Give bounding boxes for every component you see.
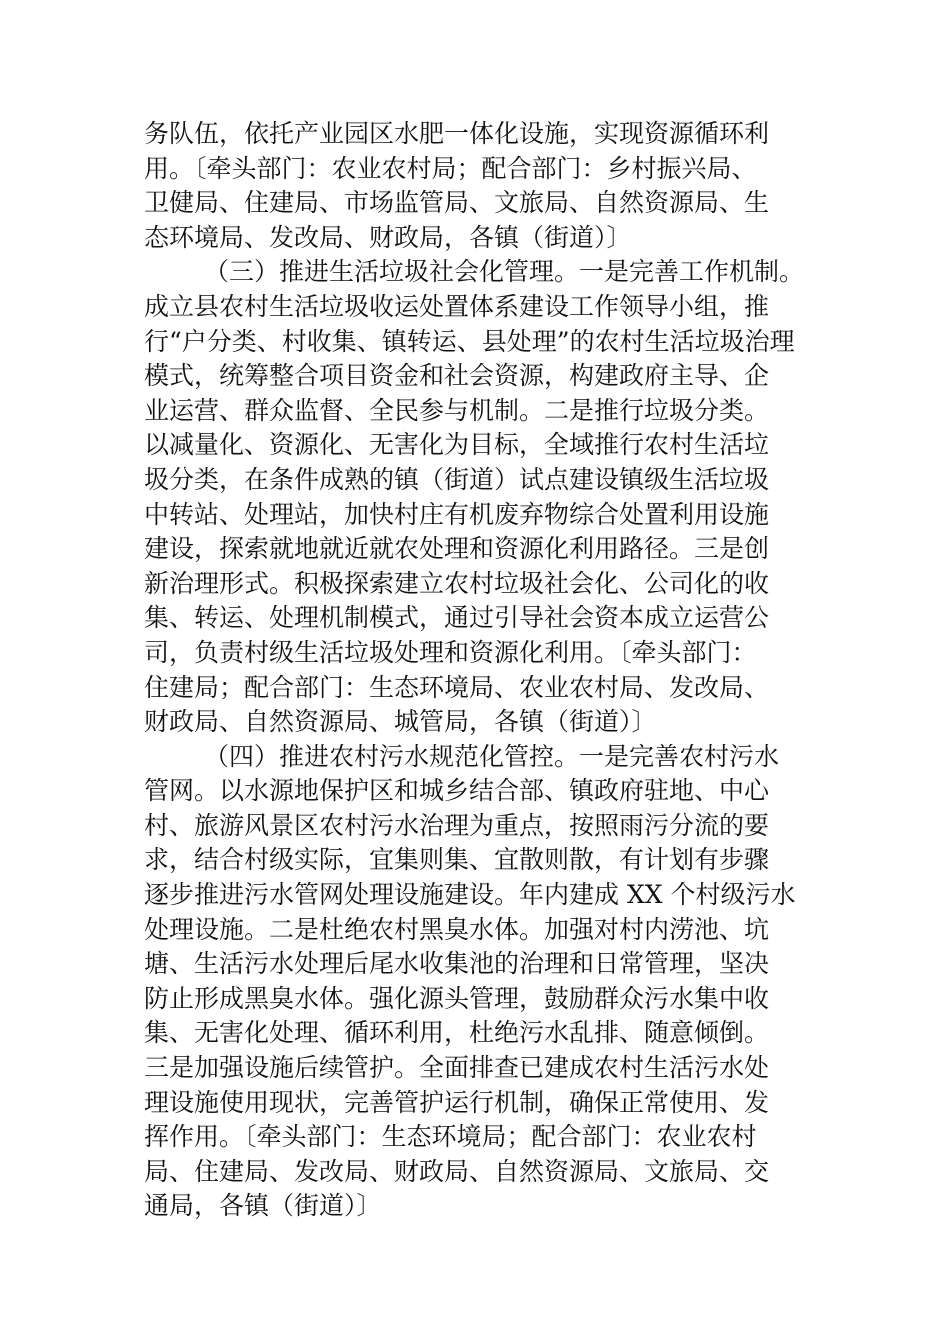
text-line: 集、无害化处理、循环利用，杜绝污水乱排、随意倾倒。 xyxy=(144,1018,770,1048)
text-line: 司，负责村级生活垃圾处理和资源化利用。〔牵头部门： xyxy=(144,637,757,667)
text-line: 通局，各镇（街道）〕 xyxy=(144,1191,382,1221)
text-line: 村、旅游风景区农村污水治理为重点，按照雨污分流的要 xyxy=(144,810,770,840)
text-line: 成立县农村生活垃圾收运处置体系建设工作领导小组，推 xyxy=(144,291,770,321)
text-line: 处理设施。二是杜绝农村黑臭水体。加强对村内涝池、坑 xyxy=(144,914,770,944)
text-line: 以减量化、资源化、无害化为目标，全域推行农村生活垃 xyxy=(144,430,770,460)
text-line: 求，结合村级实际，宜集则集、宜散则散，有计划有步骤 xyxy=(144,845,770,875)
text-line: 塘、生活污水处理后尾水收集池的治理和日常管理，坚决 xyxy=(144,949,770,979)
text-line: 逐步推进污水管网处理设施建设。年内建成 XX 个村级污水 xyxy=(144,880,796,910)
text-line: 卫健局、住建局、市场监管局、文旅局、自然资源局、生 xyxy=(144,188,770,218)
text-line: 新治理形式。积极探索建立农村垃圾社会化、公司化的收 xyxy=(144,568,770,598)
text-line: 业运营、群众监督、全民参与机制。二是推行垃圾分类。 xyxy=(144,395,770,425)
text-line: 集、转运、处理机制模式，通过引导社会资本成立运营公 xyxy=(144,603,770,633)
section-heading-line: （三）推进生活垃圾社会化管理。一是完善工作机制。 xyxy=(204,257,805,287)
text-line: 模式，统筹整合项目资金和社会资源，构建政府主导、企 xyxy=(144,361,770,391)
text-line: 财政局、自然资源局、城管局，各镇（街道）〕 xyxy=(144,707,657,737)
text-line: 务队伍，依托产业园区水肥一体化设施，实现资源循环利 xyxy=(144,119,770,148)
body-text xyxy=(144,117,834,1224)
text-line: 建设，探索就地就近就农处理和资源化利用路径。三是创 xyxy=(144,534,770,564)
text-line: 局、住建局、发改局、财政局、自然资源局、文旅局、交 xyxy=(144,1156,770,1186)
text-line: 圾分类，在条件成熟的镇（街道）试点建设镇级生活垃圾 xyxy=(144,464,770,494)
text-line: 管网。以水源地保护区和城乡结合部、镇政府驻地、中心 xyxy=(144,776,770,806)
text-line: 用。〔牵头部门：农业农村局；配合部门：乡村振兴局、 xyxy=(144,153,757,183)
text-line: 三是加强设施后续管护。全面排查已建成农村生活污水处 xyxy=(144,1053,770,1083)
text-line: 理设施使用现状，完善管护运行机制，确保正常使用、发 xyxy=(144,1087,770,1117)
text-line: 住建局；配合部门：生态环境局、农业农村局、发改局、 xyxy=(144,672,770,702)
text-line: 防止形成黑臭水体。强化源头管理，鼓励群众污水集中收 xyxy=(144,983,770,1013)
text-line: 态环境局、发改局、财政局，各镇（街道）〕 xyxy=(144,222,632,252)
section-heading-line: （四）推进农村污水规范化管控。一是完善农村污水 xyxy=(204,741,780,771)
text-line: 行“户分类、村收集、镇转运、县处理”的农村生活垃圾治理 xyxy=(144,326,795,356)
text-line: 挥作用。〔牵头部门：生态环境局；配合部门：农业农村 xyxy=(144,1122,757,1152)
text-line: 中转站、处理站，加快村庄有机废弃物综合处置利用设施 xyxy=(144,499,770,529)
